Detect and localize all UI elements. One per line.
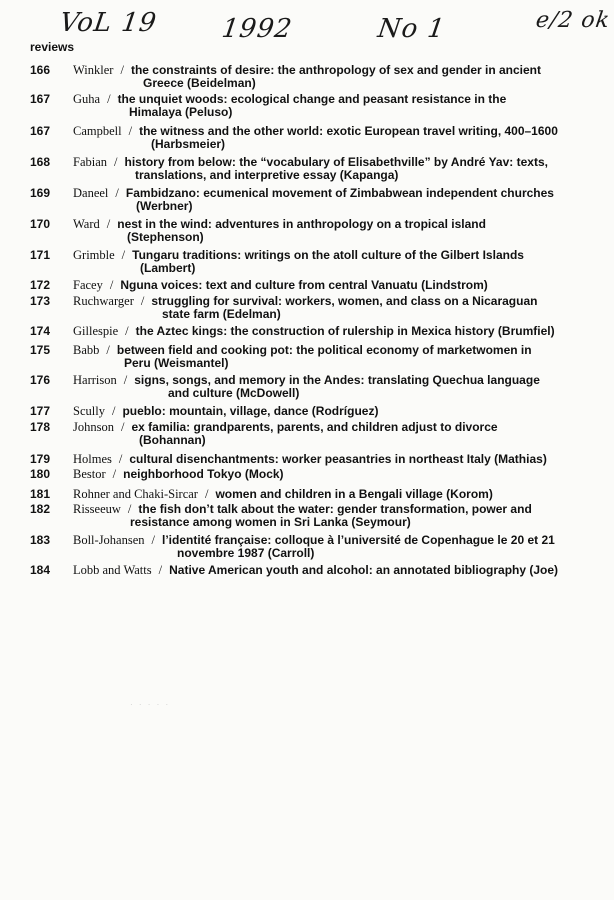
entry-number: 171 <box>30 248 51 262</box>
entry-number: 184 <box>30 563 51 577</box>
entry-number: 178 <box>30 420 51 434</box>
entry-first-line <box>73 294 537 309</box>
entry-author: Johnson <box>73 420 114 434</box>
entry-number: 182 <box>30 502 51 516</box>
entry-author: Fabian <box>73 155 108 169</box>
entry-separator: / <box>111 404 116 418</box>
entry-author: Daneel <box>73 186 109 200</box>
entry-title: l’identité française: colloque à l’université de Copenhague le 20 et 21 <box>162 533 555 547</box>
entry-title-continuation: novembre 1987 (Carroll) <box>177 546 315 560</box>
entry-separator: / <box>121 248 126 262</box>
entry-title: neighborhood Tokyo (Mock) <box>123 467 284 481</box>
handwritten-year: 1992 <box>219 14 295 44</box>
entry-number: 167 <box>30 92 51 106</box>
entry-separator: / <box>114 155 118 169</box>
entry-title: the fish don’t talk about the water: gender transformation, power and <box>138 502 532 516</box>
entry-number: 175 <box>30 343 51 357</box>
entry-author: Scully <box>73 404 105 418</box>
entry-title-continuation: Peru (Weismantel) <box>124 356 229 370</box>
entry-title: history from below: the “vocabulary of Elisabethville” by André Yav: texts, <box>124 155 548 169</box>
entry-title: struggling for survival: workers, women, and class on a Nicaraguan <box>151 294 538 308</box>
entry-author: Babb <box>73 343 100 357</box>
entry-title-continuation: (Harbsmeier) <box>151 137 226 151</box>
entry-first-line <box>73 420 498 435</box>
entry-number: 179 <box>30 452 51 466</box>
entry-separator: / <box>120 63 124 77</box>
entry-title-continuation: state farm (Edelman) <box>162 307 281 321</box>
entry-title: pueblo: mountain, village, dance (Rodríguez) <box>122 404 379 418</box>
entry-separator: / <box>158 563 163 577</box>
entry-title: nest in the wind: adventures in anthropology on a tropical island <box>117 217 486 231</box>
entry-separator: / <box>109 278 114 292</box>
entry-author: Risseeuw <box>73 502 121 516</box>
entry-number: 177 <box>30 404 51 418</box>
entry-title: women and children in a Bengali village (Korom) <box>215 487 493 501</box>
entry-author: Guha <box>73 92 101 106</box>
entry-number: 173 <box>30 294 51 308</box>
entry-separator: / <box>127 502 132 516</box>
entry-author: Lobb and Watts <box>73 563 152 577</box>
entry-author: Boll-Johansen <box>73 533 145 547</box>
entry-separator: / <box>120 420 125 434</box>
entry-title: ex familia: grandparents, parents, and children adjust to divorce <box>131 420 498 434</box>
entry-first-line <box>73 467 284 482</box>
entry-separator: / <box>128 124 133 138</box>
scan-artifact: · · · · · <box>130 700 171 709</box>
entry-first-line <box>73 324 555 339</box>
entry-first-line <box>73 124 558 139</box>
handwritten-volume: VoL 19 <box>57 8 159 38</box>
entry-author: Rohner and Chaki-Sircar <box>73 487 198 501</box>
entry-separator: / <box>118 452 123 466</box>
entry-title: Native American youth and alcohol: an annotated bibliography (Joe) <box>169 563 559 577</box>
entry-separator: / <box>107 92 111 106</box>
entry-number: 181 <box>30 487 51 501</box>
entry-separator: / <box>112 467 117 481</box>
entry-title-continuation: (Stephenson) <box>127 230 204 244</box>
entry-title-continuation: Greece (Beidelman) <box>143 76 256 90</box>
entry-separator: / <box>115 186 119 200</box>
entry-first-line <box>73 278 488 293</box>
entry-author: Grimble <box>73 248 115 262</box>
section-title: reviews <box>30 40 75 54</box>
entry-author: Ward <box>73 217 100 231</box>
handwritten-number: No 1 <box>375 14 448 44</box>
entry-number: 170 <box>30 217 51 231</box>
entry-title: Fambidzano: ecumenical movement of Zimbabwean independent churches <box>125 186 554 200</box>
entry-title-continuation: (Bohannan) <box>139 433 206 447</box>
entry-title: Nguna voices: text and culture from central Vanuatu (Lindstrom) <box>120 278 488 292</box>
entry-separator: / <box>106 343 110 357</box>
handwritten-mark: e/2 ok <box>534 8 612 33</box>
entry-title: the witness and the other world: exotic European travel writing, 400–1600 <box>139 124 558 138</box>
entry-title-continuation: (Werbner) <box>136 199 193 213</box>
entry-title: the constraints of desire: the anthropology of sex and gender in ancient <box>130 63 542 77</box>
entry-number: 166 <box>30 63 51 77</box>
entry-title-continuation: (Lambert) <box>140 261 196 275</box>
entry-number: 174 <box>30 324 51 338</box>
entry-title-continuation: and culture (McDowell) <box>168 386 300 400</box>
entry-author: Ruchwarger <box>73 294 134 308</box>
entry-author: Harrison <box>73 373 117 387</box>
entry-author: Bestor <box>73 467 106 481</box>
entry-separator: / <box>125 324 129 338</box>
entry-number: 169 <box>30 186 51 200</box>
entry-separator: / <box>204 487 209 501</box>
entry-title: cultural disenchantments: worker peasantries in northeast Italy (Mathias) <box>129 452 547 466</box>
entry-title: Tungaru traditions: writings on the atoll culture of the Gilbert Islands <box>132 248 524 262</box>
entry-first-line <box>73 373 540 388</box>
entry-number: 172 <box>30 278 51 292</box>
entry-first-line <box>73 404 378 419</box>
entry-title-continuation: resistance among women in Sri Lanka (Seymour) <box>130 515 411 529</box>
entry-title: signs, songs, and memory in the Andes: translating Quechua language <box>134 373 540 387</box>
entry-separator: / <box>151 533 156 547</box>
handwritten-annotations <box>0 4 614 64</box>
entry-separator: / <box>140 294 145 308</box>
entry-number: 168 <box>30 155 51 169</box>
entry-title: between field and cooking pot: the political economy of marketwomen in <box>116 343 532 357</box>
entry-title: the Aztec kings: the construction of rulership in Mexica history (Brumfiel) <box>135 324 555 338</box>
entry-separator: / <box>123 373 128 387</box>
entry-author: Holmes <box>73 452 112 466</box>
entry-author: Campbell <box>73 124 122 138</box>
entry-author: Winkler <box>73 63 114 77</box>
entry-title-continuation: Himalaya (Peluso) <box>129 105 233 119</box>
entry-number: 176 <box>30 373 51 387</box>
entry-first-line <box>73 563 558 578</box>
entry-number: 183 <box>30 533 51 547</box>
entry-first-line <box>73 487 493 502</box>
entry-number: 167 <box>30 124 51 138</box>
entry-title: the unquiet woods: ecological change and peasant resistance in the <box>117 92 507 106</box>
entry-author: Facey <box>73 278 103 292</box>
entry-number: 180 <box>30 467 51 481</box>
entry-author: Gillespie <box>73 324 119 338</box>
entry-first-line <box>73 452 547 467</box>
entry-title-continuation: translations, and interpretive essay (Kapanga) <box>135 168 399 182</box>
entry-separator: / <box>106 217 111 231</box>
